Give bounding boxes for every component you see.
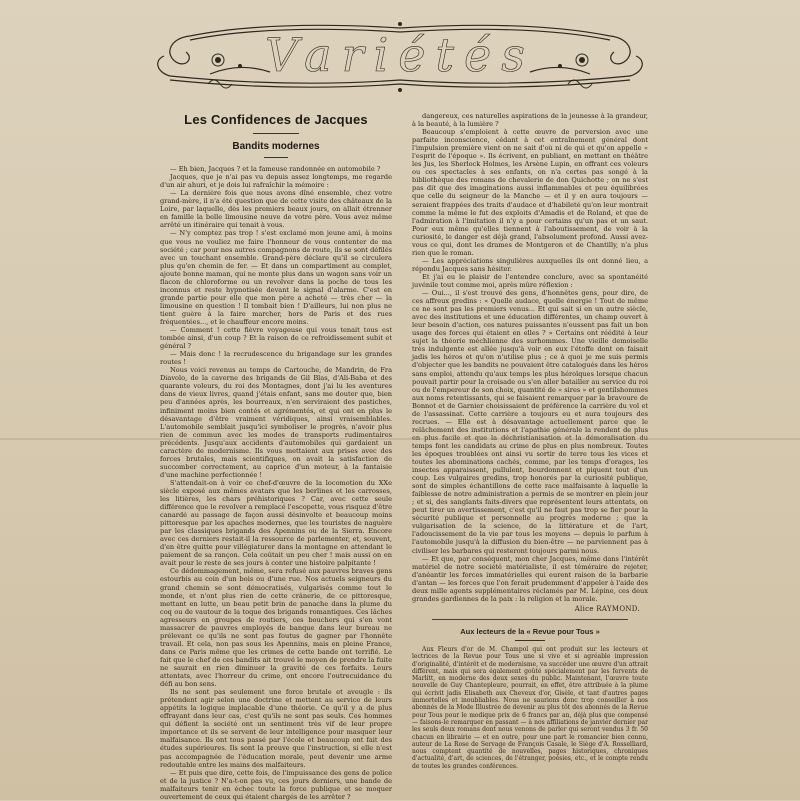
paragraph: — Et que, par conséquent, mon cher Jacques, même dans l'intérêt matériel de notre société matérialiste, il est téméraire de rejeter, d'anéantir les forces immatérielles qui eurent raison de la barbarie d'antan — les forces que l'on ferait prudemment d'appeler à l'aide des deux mille agents supplémentaires réclamés par M. Lépine, ces deux grandes gardiennes de la paix : la religion et la morale. xyxy=(412,554,648,603)
paragraph: S'attendait-on à voir ce chef-d'œuvre de la locomotion du XXe siècle exposé aux mêmes avatars que les berlines et les carrosses, les litières, les chars préhistoriques ? Car, avec cette seule différence que le revolver a remplacé l'escopette, vous risquez d'être canardé au passage de façon aussi désinvolte et beaucoup moins pittoresque par les apaches modernes, que les touristes de naguère par les classiques brigands des Apennins ou de la Sierra. Encore avec ces derniers restait-il la ressource de parlementer, et, souvent, d'en être quitte pour villégiaturer dans la montagne en attendant le paiement de sa rançon. Cela coûtait un peu cher ! mais aussi on en avait pour le reste de ses jours à conter une histoire palpitante ! xyxy=(160,478,392,568)
section-divider xyxy=(432,619,628,620)
paragraph: — Eh bien, Jacques ? et la fameuse randonnée en automobile ? xyxy=(170,165,381,174)
masthead-title: Variétés xyxy=(265,28,535,82)
paragraph: — La dernière fois que nous avons dîné ensemble, chez votre grand-mère, il n'a été question que de cette visite des châteaux de la Loire, par laquelle, dès les premiers beaux jours, on allait étrenner en famille la belle limousine neuve de votre père. Vous avez même arrêté un itinéraire qui tenait à vous. xyxy=(160,189,392,230)
masthead xyxy=(150,14,650,100)
author-signature: Alice RAYMOND. xyxy=(574,604,640,613)
notice-rule xyxy=(515,640,545,641)
paragraph: Jacques, que je n'ai pas vu depuis assez longtemps, me regarde d'un air ahuri, et je dois lui rafraîchir la mémoire : xyxy=(160,173,392,190)
paragraph: — Les appréciations singulières auxquelles ils ont donné lieu, a répondu Jacques sans hésiter. xyxy=(412,256,648,273)
subtitle-rule xyxy=(264,157,288,158)
paragraph: Et j'ai eu le plaisir de l'entendre conclure, avec sa spontanéité juvénile tout comme moi, après mûre réflexion : xyxy=(412,272,648,289)
right-column xyxy=(412,112,648,792)
article-subtitle: Bandits modernes xyxy=(232,141,320,153)
paragraph: — Et puis que dire, cette fois, de l'impuissance des gens de police et de la justice ? N'a-t-on pas vu, ces jours derniers, une bande de malfaiteurs tenir en échec toute la force publique et se moquer ouvertement de ceux qui étaient chargés de les arrêter ? xyxy=(160,768,392,801)
paragraph: Nous voici revenus au temps de Cartouche, de Mandrin, de Fra Diavolo, de la caverne des brigands de Gil Blas, d'Ali-Baba et des quarante voleurs, du roi des Montagnes, dont j'ai lu les aventures dans de vieux livres, quand j'étais enfant, sans me douter que, bien peu d'années après, les bourreaux, n'en serviraient des pastiches, infiniment moins bien contés et agrémentés, et qui ont en plus le désavantage d'être vraiment véridiques, ainsi vraisemblables. L'automobile semblait jusqu'ici symboliser le progrès, n'avoir plus rien de commun avec les modes de transports rudimentaires précédents. Jusqu'aux accidents d'automobiles qui gardaient un caractère de modernisme. Ils vous mettaient aux prises avec des forces brutales, mais scientifiques, on avait la satisfaction de succomber correctement, au caprice d'un moteur, à la fantaisie d'une machine perfectionnée ! xyxy=(160,366,392,479)
paragraph: — Comment ! cette fièvre voyageuse qui vous tenait tous est tombée ainsi, d'un coup ? Et la raison de ce refroidissement subit et général ? xyxy=(160,326,392,351)
paragraph: dangereux, ces naturelles aspirations de la jeunesse à la grandeur, à la beauté, à la lumière ? xyxy=(412,112,648,129)
title-rule xyxy=(253,133,299,134)
paper-fold xyxy=(0,438,800,440)
paragraph: Beaucoup s'emploient à cette œuvre de perversion avec une parfaite inconscience, cédant à cet entraînement général dont l'impulsion première vient on ne sait d'où ni de qui et qu'on appelle « l'esprit de l'époque ». Ils écrivent, en publiant, en mettant en théâtre les Jus, les Sherlock Holmes, les Arsène Lupin, en offrant ces voleurs ou ces spectacles à ses enfants, on n'a certes pas songé à la bibliothèque des romans de chevalerie de don Quichotte ; on ne s'est pas dit que des imaginations aussi inflammables et peu équilibrées que celle du seigneur de la Manche — et il y en aura toujours — seraient frappées des traits d'audace et d'habileté qu'on leur montrait comme la même le fut des exploits d'Amadis et de Roland, et que de l'admiration à l'imitation il n'y a pour certains qu'un pas et un saut. Pour eux même qu'elles tiennent à l'aboutissement, de voir à la curiosité, le danger est déjà grand, l'absolument profond. Aussi avez-vous ce qui, dont les drames de Montgeron et de Chantilly, n'a plus rien que le roman. xyxy=(412,128,648,257)
paragraph: — Mais donc ! la recrudescence du brigandage sur les grandes routes ! xyxy=(160,350,392,367)
article-title: Les Confidences de Jacques xyxy=(184,112,368,127)
paragraph: Ils ne sont pas seulement une force brutale et aveugle : ils prétendent agir selon une doctrine et mettent au service de leurs appétits la logique implacable d'une théorie. Ce qu'il y a de plus effrayant dans leur cas, c'est qu'ils ne sont pas seuls. Ces hommes qui défient la société ont un sentiment très vif de leur propre importance et ils se servent de leur intelligence pour masquer leur malfaisance. Ils ont tous passé par l'école et beaucoup ont fait des études supérieures. Ils sont la preuve que l'instruction, si elle n'est pas accompagnée de l'éducation morale, peut devenir une arme redoutable entre les mains des malfaiteurs. xyxy=(160,688,392,769)
paragraph: — Oui..., il s'est trouvé des gens, d'honnêtes gens, pour dire, de ces affreux gredins : « Quelle audace, quelle énergie ! Tout de même ce ne sont pas les premiers venus... Et qui sait si en un autre siècle, avec des institutions et une éducation différentes, un champ ouvert à leur besoin d'action, ces natures puissantes n'eussent pas fait un bon usage des forces qui étaient en elles ? » Certains ont réédité à leur sujet la théorie méchlienne des surhommes. Une vieille demoiselle très indulgente est allée jusqu'à voir en eux l'étoffe dont on faisait jadis les héros et qu'on n'utilise plus ; ce à quoi je me suis permis d'objecter que les bandits ne pouvaient être catalogués dans les héros sans emploi, attendu qu'aux temps les plus héroïques lorsque chacun pouvait partir pour la croisade ou s'en aller batailler au service du roi ou de l'empereur de son choix, quantité de « sires » et gentilshommes aux noms retentissants, qui se faisaient remarquer par la bravoure de Bonnot et de Garnier choisissaient de préférence la carrière du vol et de l'assassinat. Cette carrière a toujours eu et aura toujours des recrues. — Elle est à désavantage actuellement parce que le relâchement des institutions et l'apathie générale la rendent de plus en plus facile et que la déchristianisation et la démoralisation du temps font les candidats au crime de plus en plus nombreux. Toutes les époques troublées ont ainsi vu sortir de terre tous les vices et toutes les abominations cachés, comme, par les temps d'orages, les insectes apparaissent, pullulent, bourdonnent et piquent tout d'un coup. Les vulgaires gredins, trop honorés par la curiosité publique, sont de simples échantillons de cette race malfaisante à laquelle la faiblesse de notre administration a permis de se montrer en plein jour ; et si, des sanglants faits-divers que représentent leurs attentats, on peut tirer un avertissement, c'est qu'il ne faut pas trop se fier pour la sécurité publique et personnelle au progrès moderne ; que la vulgarisation de la science, de la littérature et de l'art, l'adoucissement de la vie par tous les moyens — depuis le parfum à l'automobile jusqu'à la diffusion du bien-être — ne parviennent pas à civiliser les barbares qui resteront toujours parmi nous. xyxy=(412,289,648,555)
paragraph: Ce dédommagement, même, sera refusé aux pauvres braves gens estourbis au coin d'un bois ou d'une rue. Nos actuels seigneurs du grand chemin se sont démocratisés, vulgarisés comme tout le monde, et n'ont plus rien de cette crânerie, de ce pittoresque, mettant en lutte, un beau petit brin de panache dans la plume du coq ou de vautour de la toque des brigands romantiques. Ces lâches agresseurs en groupes de routiers, ces bouchers qui s'en vont massacrer de pauvres employés de banque dans leur bureau ne prélevant ce qu'ils ne sont pas foutus de gagner par l'honnête travail. Et cela, non pas sous les Apennins, mais en pleine France, dans ce Paris même que les crimes de cette bande ont terrifié. Le fait que le chef de ces bandits ait trouvé le moyen de prendre la fuite ne saurait en rien diminuer la gravité de ces forfaits. Leurs attentats, avec l'horreur du crime, ont encore l'outrecuidance du défi au bon sens. xyxy=(160,567,392,689)
notice-title: Aux lecteurs de la « Revue pour Tous » xyxy=(460,626,600,636)
notice-text: Aux Fleurs d'or de M. Champol qui ont produit sur les lecteurs et lectrices de la Revue pour Tous une si vive et si agréable impression d'originalité, d'intérêt et de modernisme, va succéder une œuvre d'un attrait différent, mais qui sera également goûté spécialement par les fervents de Marlitt, en moderne des deux sexes du public. Maintenant, l'œuvre toute nouvelle de Guy Chantepleure, pourrait, en effet, être attribuée à la plume qui écrivit jadis Elisabeth aux Cheveux d'or, Gisèle, et tant d'autres pages immortelles et inoubliables. Nous ne saurions donc trop conseiller à nos abonnés de la Mode Illustrée de devenir au plus tôt des abonnés de la Revue pour Tous pour le modique prix de 6 francs par an, déjà plus que compensé — faisons-le remarquer en passant — à nos affiliations de janvier dernier par les seuls deux romans dont nous venons de parler qui seront vendus 3 fr. 50 chacun en librairie — et en outre, pour une part le romancier bien connu, auteur de La Rose de Servage de François Casale, le Siège d'A. Rosselliard, nous comptent quantité de nouvelles, pages historiques, chroniques d'actualité, d'art, de sciences, de l'étranger, poésies, etc., et le compte rendu de toutes les grandes conférences. xyxy=(412,645,648,770)
left-column xyxy=(160,110,392,801)
paragraph: — N'y comptez pas trop ! s'est exclamé mon jeune ami, à moins que vous ne vouliez me faire l'honneur de vous contenter de ma société ; car pour nos autres compagnons de route, ils se sont défilés avec un touchant ensemble. Grand-père déclare qu'il se circulera plus qu'en chemin de fer. — Et dans un compartiment au complet, ajoute bonne maman, qui ne monte plus dans un wagon sans voir un flacon de chloroforme ou un revolver dans la poche de tous les inconnus et reste hypnotisée devant le signal d'alarme. C'est en grande partie pour elle que mon père a acheté — très cher — la limousine en question ! Il tombait bien ! D'ailleurs, lui non plus ne tient guère à la faire marcher, hors de Paris et des rues fréquentées..., et le chauffeur encore moins. xyxy=(160,229,392,326)
